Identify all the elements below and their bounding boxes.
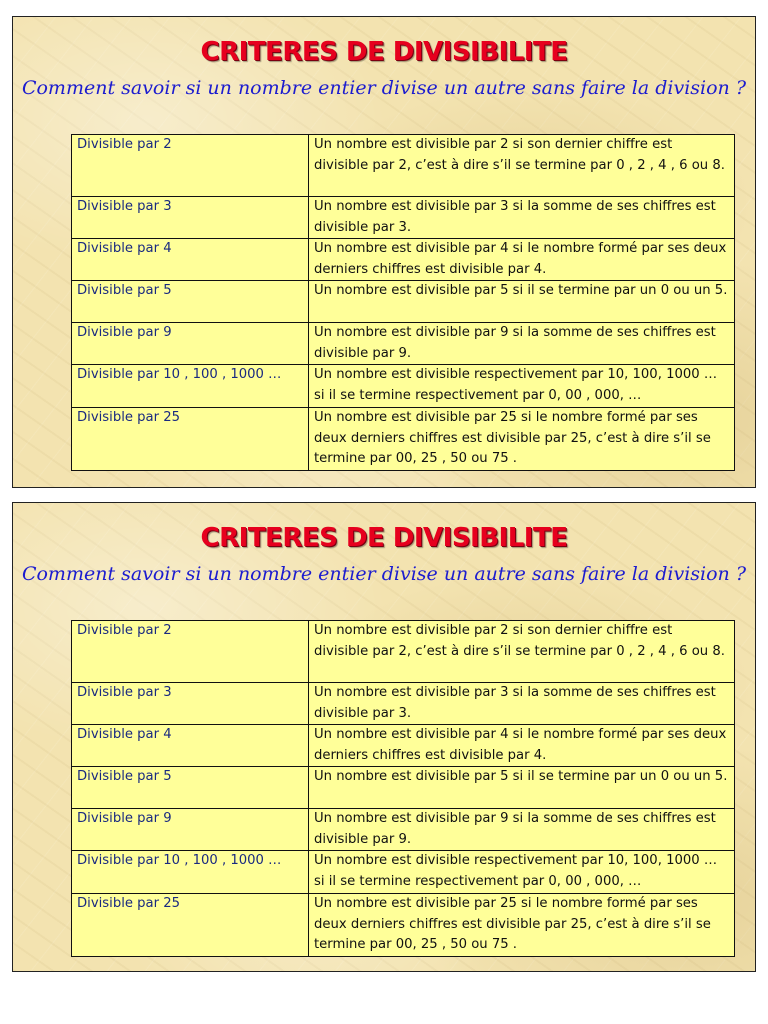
rule-text: Un nombre est divisible par 9 si la somme de ses chiffres est divisible par 9. (309, 809, 735, 851)
rule-label: Divisible par 2 (72, 621, 309, 683)
rule-text: Un nombre est divisible par 9 si la somme de ses chiffres est divisible par 9. (309, 323, 735, 365)
rule-label: Divisible par 5 (72, 767, 309, 809)
table-row (72, 851, 735, 894)
table-row (72, 323, 735, 365)
rule-label: Divisible par 3 (72, 683, 309, 725)
rule-text: Un nombre est divisible respectivement par 10, 100, 1000 … si il se termine respectivement par 0, 00 , 000, … (309, 365, 735, 408)
table-row (72, 408, 735, 471)
table-row (72, 725, 735, 767)
rule-text: Un nombre est divisible par 5 si il se termine par un 0 ou un 5. (309, 281, 735, 323)
table-row (72, 767, 735, 809)
rule-label: Divisible par 10 , 100 , 1000 … (72, 365, 309, 408)
table-row (72, 621, 735, 683)
rule-label: Divisible par 25 (72, 408, 309, 471)
rule-label: Divisible par 25 (72, 894, 309, 957)
table-row (72, 894, 735, 957)
table-row (72, 683, 735, 725)
rule-text: Un nombre est divisible par 3 si la somme de ses chiffres est divisible par 3. (309, 197, 735, 239)
rule-text: Un nombre est divisible par 25 si le nombre formé par ses deux derniers chiffres est divisible par 25, c’est à dire s’il se termine par 00, 25 , 50 ou 75 . (309, 408, 735, 471)
rule-label: Divisible par 10 , 100 , 1000 … (72, 851, 309, 894)
rule-text: Un nombre est divisible respectivement par 10, 100, 1000 … si il se termine respectivement par 0, 00 , 000, … (309, 851, 735, 894)
rule-label: Divisible par 5 (72, 281, 309, 323)
rule-label: Divisible par 9 (72, 323, 309, 365)
card-title: CRITERES DE DIVISIBILITE (200, 37, 568, 67)
divisibility-card-2 (12, 502, 756, 972)
card-title: CRITERES DE DIVISIBILITE (200, 523, 568, 553)
table-row (72, 281, 735, 323)
table-row (72, 239, 735, 281)
table-row (72, 365, 735, 408)
card-subtitle: Comment savoir si un nombre entier divise un autre sans faire la division ? (21, 77, 747, 99)
table-row (72, 809, 735, 851)
rule-label: Divisible par 2 (72, 135, 309, 197)
table-row (72, 135, 735, 197)
divisibility-card-1 (12, 16, 756, 488)
table-row (72, 197, 735, 239)
rule-label: Divisible par 4 (72, 239, 309, 281)
rule-text: Un nombre est divisible par 2 si son dernier chiffre est divisible par 2, c’est à dire s’il se termine par 0 , 2 , 4 , 6 ou 8. (309, 621, 735, 683)
rule-text: Un nombre est divisible par 3 si la somme de ses chiffres est divisible par 3. (309, 683, 735, 725)
rule-text: Un nombre est divisible par 2 si son dernier chiffre est divisible par 2, c’est à dire s’il se termine par 0 , 2 , 4 , 6 ou 8. (309, 135, 735, 197)
rule-text: Un nombre est divisible par 4 si le nombre formé par ses deux derniers chiffres est divisible par 4. (309, 239, 735, 281)
divisibility-table (71, 134, 735, 471)
rule-text: Un nombre est divisible par 25 si le nombre formé par ses deux derniers chiffres est divisible par 25, c’est à dire s’il se termine par 00, 25 , 50 ou 75 . (309, 894, 735, 957)
rule-label: Divisible par 9 (72, 809, 309, 851)
rule-text: Un nombre est divisible par 4 si le nombre formé par ses deux derniers chiffres est divisible par 4. (309, 725, 735, 767)
rule-label: Divisible par 4 (72, 725, 309, 767)
divisibility-table (71, 620, 735, 957)
card-subtitle: Comment savoir si un nombre entier divise un autre sans faire la division ? (21, 563, 747, 585)
rule-text: Un nombre est divisible par 5 si il se termine par un 0 ou un 5. (309, 767, 735, 809)
rule-label: Divisible par 3 (72, 197, 309, 239)
